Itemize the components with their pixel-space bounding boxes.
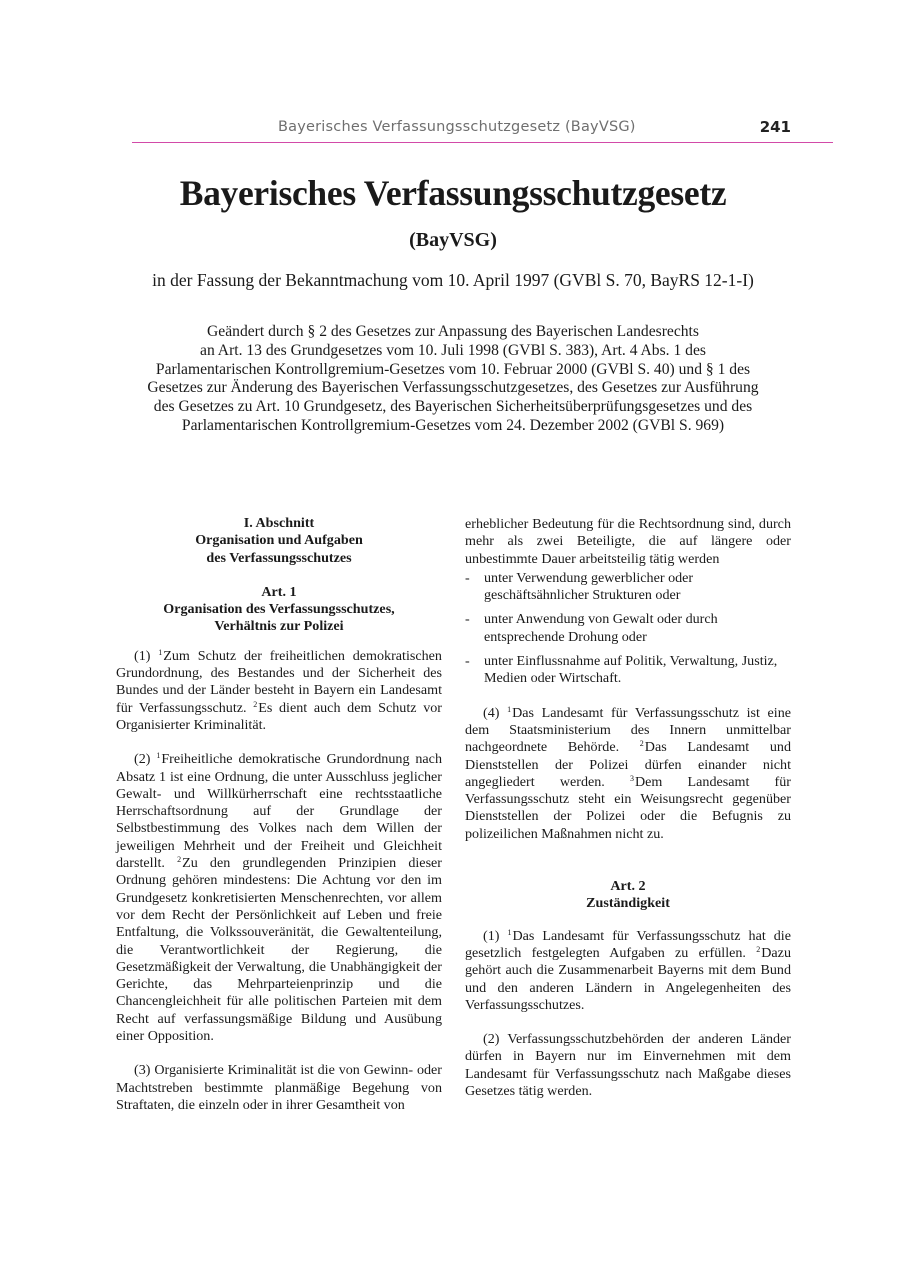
art2-heading — [465, 878, 791, 913]
art1-paragraph-3 — [116, 1062, 442, 1114]
sentence: Das Landesamt für Verfassungsschutz ist eine dem Staatsministerium des Innern unmittelbar nachgeordnete Behörde. — [465, 704, 791, 756]
art1-heading — [116, 584, 442, 636]
art1-title-line: Verhältnis zur Polizei — [214, 618, 344, 635]
sentence-mark: 2 — [639, 739, 644, 749]
amendment-line: Parlamentarischen Kontrollgremium-Gesetzes vom 10. Februar 2000 (GVBl S. 40) und § 1 des — [155, 360, 751, 378]
art2-paragraph-1 — [465, 928, 791, 1014]
art1-paragraph-4 — [465, 705, 791, 843]
sentence-mark: 2 — [756, 944, 761, 954]
art1-label: Art. 1 — [261, 583, 297, 600]
sentence-mark: 2 — [177, 855, 182, 865]
art1-title-line: Organisation des Verfassungsschutzes, — [163, 601, 395, 618]
section-title-line: des Verfassungsschutzes — [206, 549, 352, 566]
sentence: Freiheitliche demokratische Grundordnung nach Absatz 1 ist eine Ordnung, die unter Ausschluss jeglicher Gewalt- und Willkürherrschaft eine rechtsstaatliche Herrschaftsordnung auf der Grundlage der Selbstbestimmung des Volkes nach dem Willen der jeweiligen Mehrheit und der Freiheit und Gleichheit darstellt. — [116, 751, 442, 872]
sentence: Das Landesamt für Verfassungsschutz hat die gesetzlich festgelegten Aufgaben zu erfüllen. — [465, 927, 791, 961]
sentence: Das Landesamt und Dienststellen der Polizei dürfen einander nicht angegliedert werden. — [465, 739, 791, 790]
list-item: - unter Einflussnahme auf Politik, Verwaltung, Justiz, Medien oder Wirtschaft. — [465, 653, 791, 688]
list-item: - unter Anwendung von Gewalt oder durch entsprechende Drohung oder — [465, 611, 791, 646]
art1-paragraph-1 — [116, 648, 442, 734]
sentence-mark: 2 — [253, 699, 258, 709]
sentence: Es dient auch dem Schutz vor Organisierter Kriminalität. — [116, 699, 442, 733]
paragraph-number: (2) — [134, 751, 151, 768]
art2-label: Art. 2 — [610, 878, 646, 895]
art1-paragraph-2 — [116, 751, 442, 1045]
right-column — [465, 516, 791, 1100]
running-header — [132, 118, 833, 143]
document-title: Bayerisches Verfassungsschutzgesetz — [179, 173, 727, 213]
paragraph-number: (2) — [483, 1031, 500, 1048]
paragraph-number: (3) — [134, 1062, 151, 1079]
running-title: Bayerisches Verfassungsschutzgesetz (BayVSG) — [278, 119, 636, 135]
amendment-line: des Gesetzes zu Art. 10 Grundgesetz, des Bayerischen Sicherheitsüberprüfungsgesetzes und des — [153, 398, 753, 416]
paragraph-number: (1) — [483, 927, 500, 944]
left-column — [116, 515, 442, 1114]
paragraph-text: Organisierte Kriminalität ist die von Gewinn- oder Machtstreben bestimmte planmäßige Begehung von Straftaten, die einzeln oder in ihrer Gesamtheit von — [116, 1062, 442, 1113]
paragraph-number: (4) — [483, 704, 500, 721]
list-item: - unter Verwendung gewerblicher oder geschäftsähnlicher Strukturen oder — [465, 570, 791, 605]
art2-paragraph-2 — [465, 1031, 791, 1100]
amendment-line: Gesetzes zur Änderung des Bayerischen Verfassungsschutzgesetzes, des Gesetzes zur Ausführung — [147, 379, 759, 397]
section-title-line: Organisation und Aufgaben — [195, 532, 363, 549]
sentence-mark: 1 — [507, 704, 512, 714]
amendment-line: Geändert durch § 2 des Gesetzes zur Anpassung des Bayerischen Landesrechts — [207, 323, 699, 340]
document-version-note: in der Fassung der Bekanntmachung vom 10. April 1997 (GVBl S. 70, BayRS 12-1-I) — [152, 270, 754, 290]
sentence-mark: 1 — [507, 927, 512, 937]
amendment-note — [110, 323, 796, 436]
section-heading — [116, 515, 442, 567]
sentence: Zu den grundlegenden Prinzipien dieser Ordnung gehören mindestens: Die Achtung vor den im Grundgesetz konkretisierten Menschenrechten, vor allem vor dem Recht der Persönlichkeit auf Leben und freie Entfaltung, die Volkssouveränität, die Gewaltenteilung, die Verantwortlichkeit der Regierung, die Gesetzmäßigkeit der Verwaltung, die Unabhängigkeit der Gerichte, das Mehrparteienprinzip und die Chancengleichheit für alle politischen Parteien mit dem Recht auf verfassungsmäßige Bildung und Ausübung einer Opposition. — [116, 855, 442, 1045]
sentence-mark: 1 — [156, 751, 161, 761]
amendment-line: Parlamentarischen Kontrollgremium-Gesetzes vom 24. Dezember 2002 (GVBl S. 969) — [181, 416, 725, 434]
sentence: Dazu gehört auch die Zusammenarbeit Bayerns mit dem Bund und den anderen Ländern in Angelegenheiten des Verfassungsschutzes. — [465, 944, 791, 1013]
criteria-list — [465, 570, 791, 688]
sentence: Zum Schutz der freiheitlichen demokratischen Grundordnung, des Bestandes und der Sicherheit des Bundes und der Länder besteht in Bayern ein Landesamt für Verfassungsschutz. — [116, 647, 442, 716]
sentence-mark: 3 — [630, 773, 634, 783]
section-label: I. Abschnitt — [243, 515, 315, 531]
paragraph-text: Verfassungsschutzbehörden der anderen Länder dürfen in Bayern nur im Einvernehmen mit dem Landesamt für Verfassungsschutz nach Maßgabe dieses Gesetzes tätig werden. — [465, 1031, 791, 1100]
document-abbreviation: (BayVSG) — [409, 229, 497, 251]
paragraph-number: (1) — [134, 647, 151, 664]
page-number: 241 — [759, 118, 791, 136]
amendment-line: an Art. 13 des Grundgesetzes vom 10. Juli 1998 (GVBl S. 383), Art. 4 Abs. 1 des — [200, 341, 706, 359]
art1-paragraph-3-continuation: erheblicher Bedeutung für die Rechtsordnung sind, durch mehr als zwei Beteiligte, die auf längere oder unbestimmte Dauer arbeitsteilig tätig werden — [465, 516, 791, 567]
art2-title: Zuständigkeit — [586, 895, 670, 912]
sentence-mark: 1 — [158, 647, 163, 657]
sentence: Dem Landesamt für Verfassungsschutz steht ein Weisungsrecht gegenüber Dienststellen der Polizei oder die Befugnis zu polizeilichen Maßnahmen nicht zu. — [465, 773, 791, 842]
